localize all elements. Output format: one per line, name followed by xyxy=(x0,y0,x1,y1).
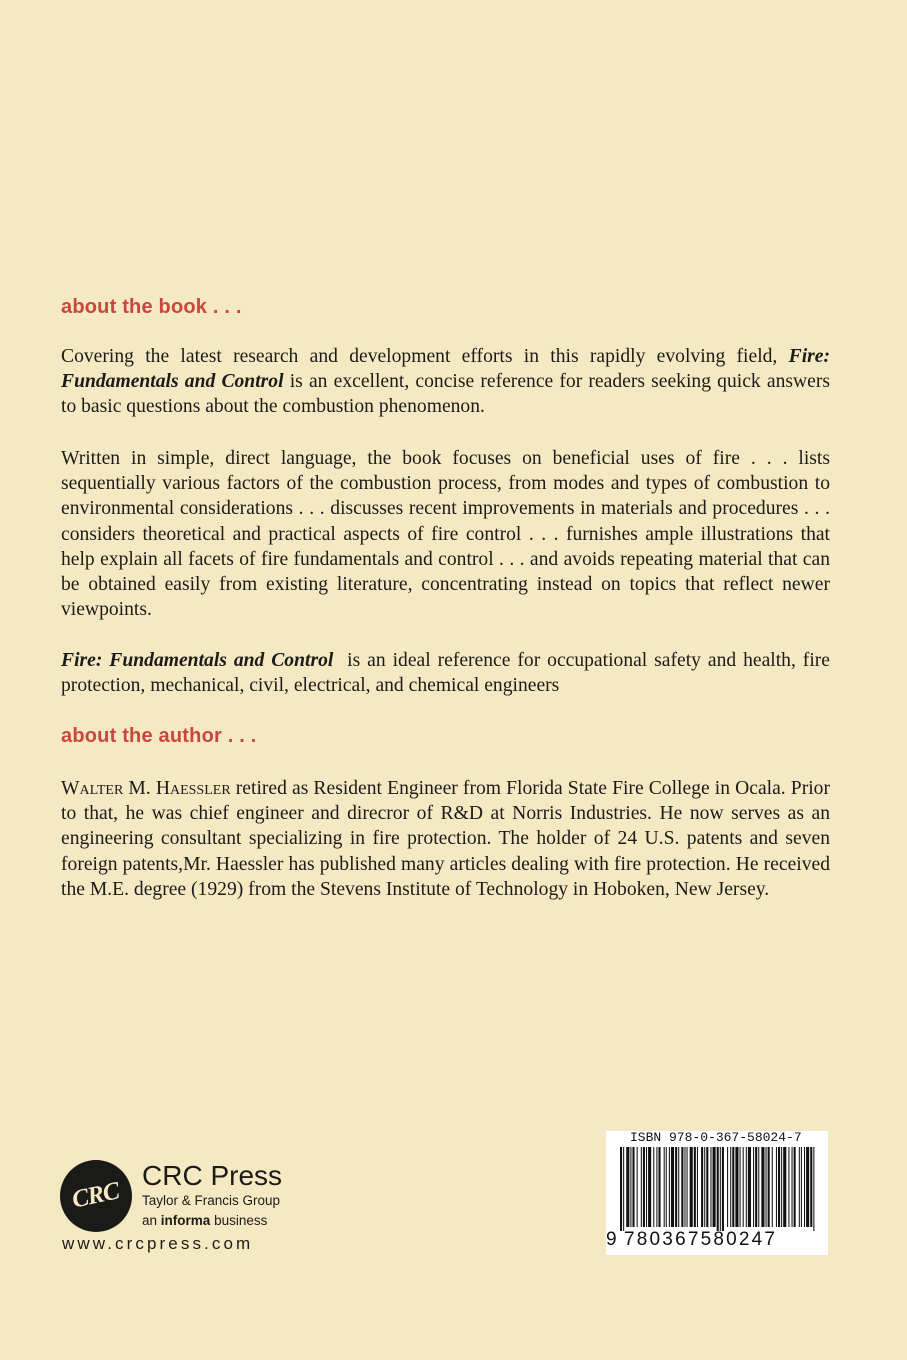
barcode-bar xyxy=(694,1147,696,1227)
barcode-bar xyxy=(735,1147,738,1227)
para1-book-title: Fire: Fundamentals and Control xyxy=(61,346,830,393)
barcode-digits: 780367580247 xyxy=(624,1229,778,1250)
barcode-first-digit: 9 xyxy=(606,1229,617,1250)
barcode-bar xyxy=(706,1147,708,1227)
barcode-bar xyxy=(669,1147,670,1227)
barcode-bar xyxy=(664,1147,665,1227)
publisher-url[interactable]: www.crcpress.com xyxy=(62,1234,254,1253)
barcode-bar xyxy=(637,1147,638,1227)
barcode-bar xyxy=(746,1147,747,1227)
barcode-bar xyxy=(623,1147,624,1231)
barcode-bar xyxy=(748,1147,751,1227)
barcode-bar xyxy=(704,1147,705,1227)
para1-rest: is an excellent, concise reference for readers seeking quick answers to basic questions about the combustion phenomenon. xyxy=(61,371,830,418)
barcode-bar xyxy=(755,1147,757,1227)
para3-book-title: Fire: Fundamentals and Control xyxy=(61,650,334,671)
barcode-bars xyxy=(620,1147,818,1231)
barcode-bar xyxy=(772,1147,773,1227)
barcode-bar xyxy=(788,1147,789,1227)
barcode-bar xyxy=(675,1147,677,1227)
barcode-bar xyxy=(792,1147,793,1227)
isbn-label: ISBN 978-0-367-58024-7 xyxy=(630,1130,802,1145)
barcode-bar xyxy=(620,1147,622,1231)
barcode-bar xyxy=(768,1147,770,1227)
barcode-bar xyxy=(776,1147,777,1227)
tagline-brand: informa xyxy=(160,1213,211,1228)
barcode-bar xyxy=(646,1147,647,1227)
about-book-paragraph-2: Written in simple, direct language, the book focuses on beneficial uses of fire . . . lists sequentially various factors of the combustion process, from modes and types of combustion to environmental considerations . . . discusses recent improvements in materials and procedures . . . considers theoretical and practical aspects of fire control . . . furnishes ample illustrations that help explain all facets of fire fundamentals and control . . . and avoids repeating material that can be obtained easily from existing literature, concentrating instead on topics that reflect newer viewpoints. xyxy=(61,448,830,621)
barcode-bar xyxy=(701,1147,703,1227)
about-book-paragraph-1 xyxy=(61,344,830,420)
barcode-bar xyxy=(743,1147,744,1227)
barcode-bar xyxy=(727,1147,728,1227)
about-author-heading: about the author . . . xyxy=(61,725,257,747)
barcode-bar xyxy=(806,1147,809,1227)
crc-logo xyxy=(60,1160,132,1232)
publisher-name: CRC Press xyxy=(142,1160,283,1191)
barcode-bar xyxy=(732,1147,734,1227)
barcode-bar xyxy=(813,1147,814,1231)
barcode-bar xyxy=(666,1147,667,1227)
barcode-bar xyxy=(626,1147,629,1227)
barcode-bar xyxy=(801,1147,802,1227)
barcode-bar xyxy=(783,1147,786,1227)
barcode-bar xyxy=(648,1147,651,1227)
barcode-bar xyxy=(804,1147,805,1227)
crc-logo-text: CRC xyxy=(70,1177,122,1214)
barcode-bar xyxy=(799,1147,800,1227)
barcode-bar xyxy=(717,1147,719,1231)
barcode-bar xyxy=(687,1147,688,1227)
about-book-paragraph-3 xyxy=(61,648,830,698)
barcode-bar xyxy=(690,1147,693,1227)
barcode-bar xyxy=(720,1147,721,1231)
barcode-bar xyxy=(766,1147,767,1227)
barcode-bar xyxy=(697,1147,698,1227)
barcode-bar xyxy=(641,1147,642,1227)
barcode-bar xyxy=(740,1147,741,1227)
barcode-bar xyxy=(713,1147,716,1227)
barcode-bar xyxy=(761,1147,764,1227)
barcode-bar xyxy=(656,1147,657,1227)
isbn-barcode xyxy=(606,1131,828,1255)
barcode-bar xyxy=(810,1147,812,1227)
barcode-bar xyxy=(730,1147,731,1227)
para3-rest: is an ideal reference for occupational safety and health, fire protection, mechanical, civil, electrical, and chemical engineers xyxy=(61,650,831,697)
barcode-bar xyxy=(632,1147,634,1227)
barcode-bar xyxy=(630,1147,631,1227)
tagline-prefix: an xyxy=(142,1213,158,1228)
para1-lead: Covering the latest research and development efforts in this rapidly evolving field, xyxy=(61,346,778,367)
barcode-bar xyxy=(753,1147,754,1227)
barcode-bar xyxy=(684,1147,685,1227)
author-bio: retired as Resident Engineer from Florida State Fire College in Ocala. Prior to that, he was chief engineer and direcror of R&D at Norris Industries. He now serves as an engineering consultant specializing in fire protection. The holder of 24 U.S. patents and seven foreign patents,Mr. Haessler has published many articles dealing with fire protection. He received the M.E. degree (1929) from the Stevens Institute of Technology in Hoboken, New Jersey. xyxy=(61,778,830,900)
barcode-bar xyxy=(658,1147,660,1227)
barcode-bar xyxy=(671,1147,674,1227)
tagline-suffix: business xyxy=(214,1213,268,1228)
barcode-bar xyxy=(710,1147,711,1227)
barcode-bar xyxy=(678,1147,679,1227)
publisher-group: Taylor & Francis Group xyxy=(142,1193,281,1208)
publisher-tagline xyxy=(142,1213,267,1229)
barcode-bar xyxy=(643,1147,645,1227)
barcode-bar xyxy=(794,1147,796,1227)
barcode-bar xyxy=(653,1147,654,1227)
about-book-heading: about the book . . . xyxy=(61,296,242,318)
barcode-bar xyxy=(778,1147,780,1227)
about-author-paragraph xyxy=(61,776,830,902)
author-name: Walter M. Haessler xyxy=(61,778,231,799)
barcode-bar xyxy=(781,1147,782,1227)
barcode-bar xyxy=(681,1147,683,1227)
barcode-bar xyxy=(722,1147,724,1231)
barcode-bar xyxy=(758,1147,759,1227)
